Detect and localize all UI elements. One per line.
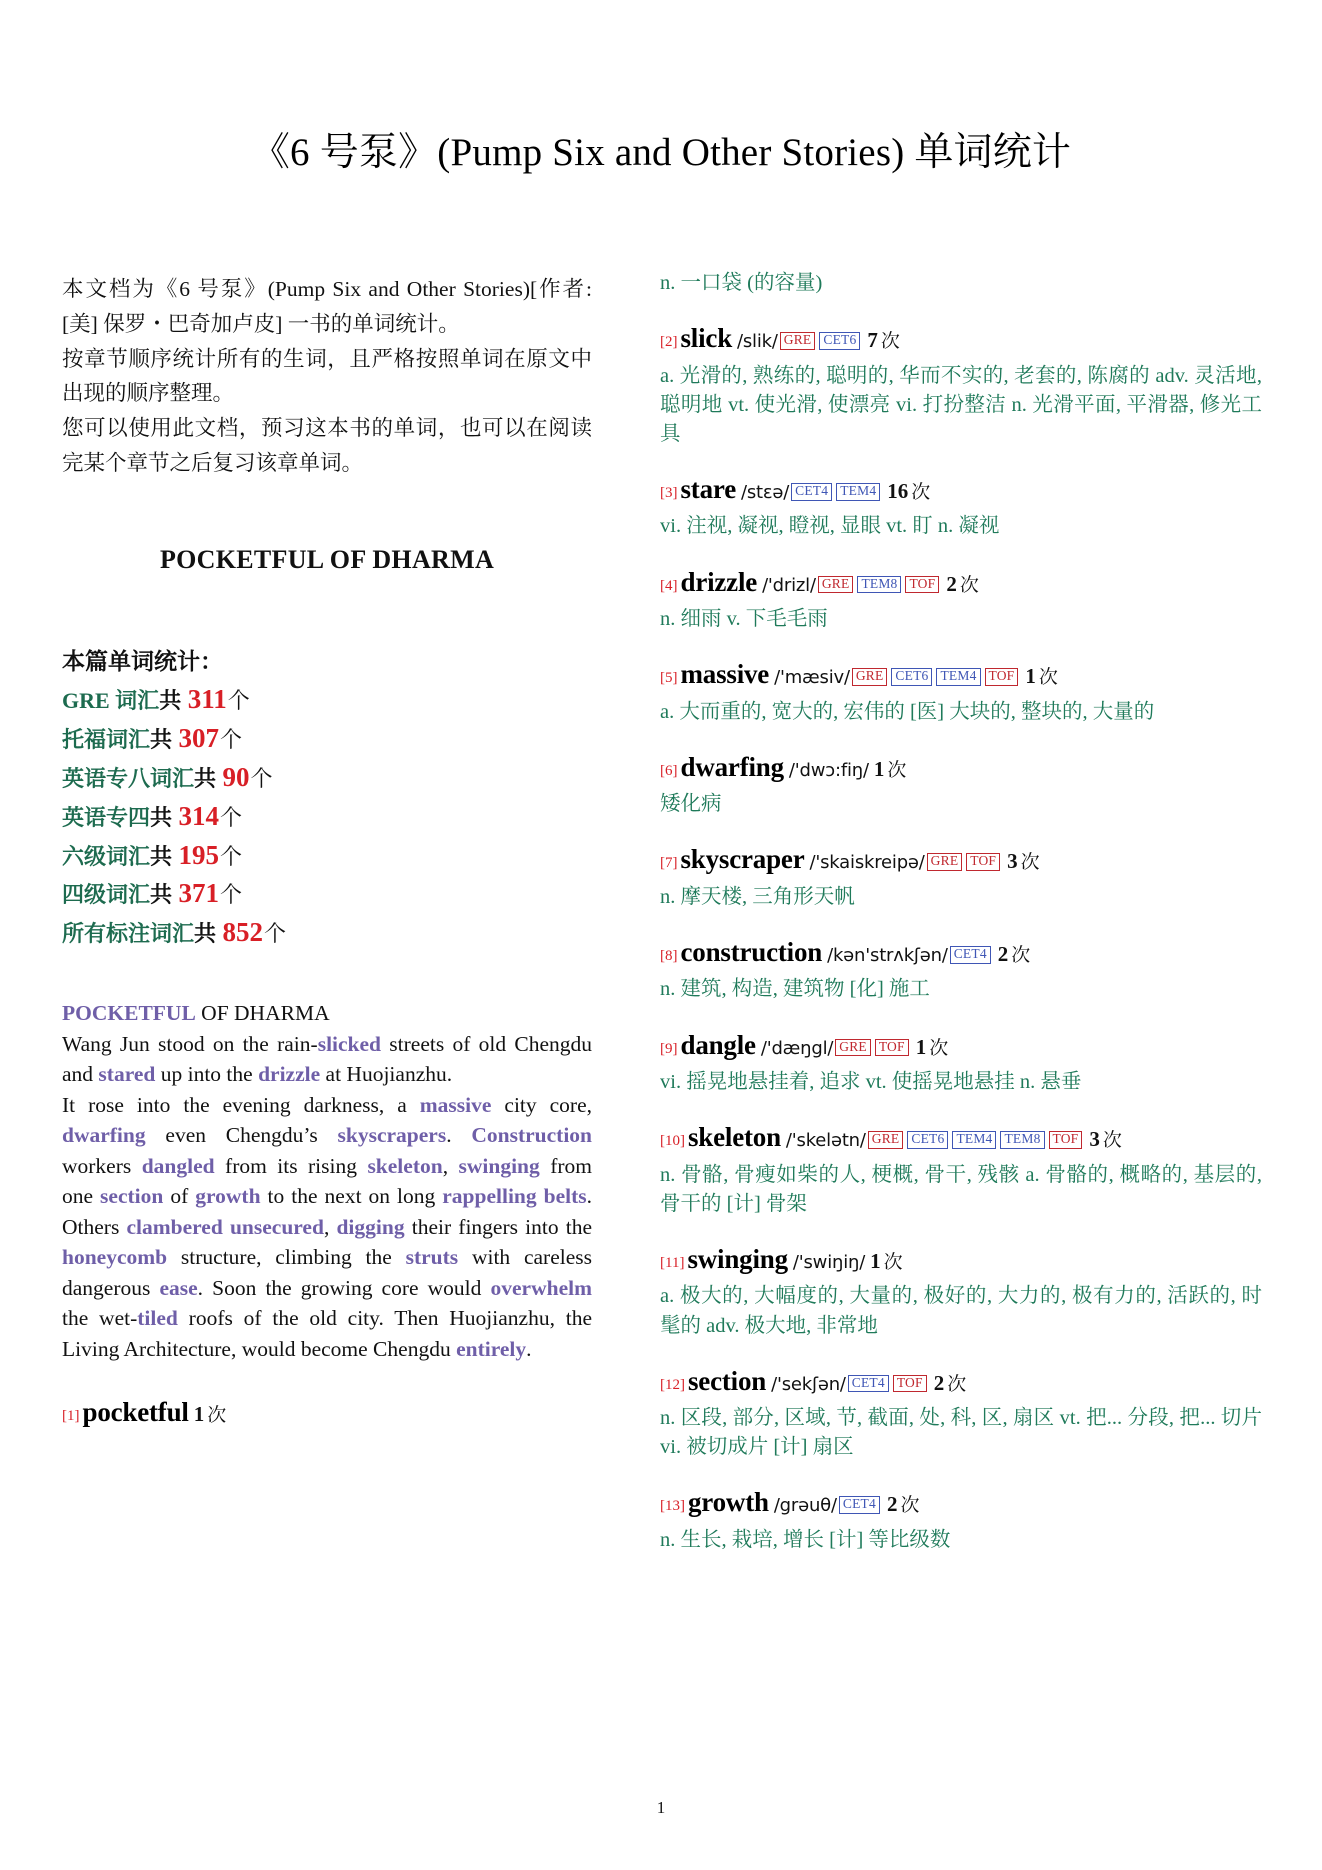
entry-index: [7] xyxy=(660,855,678,872)
entry-pronunciation: /kən'strʌkʃən/ xyxy=(827,944,948,966)
passage-vocab-word: tiled xyxy=(137,1306,178,1331)
entry-occurrence-unit: 次 xyxy=(959,574,979,596)
exam-tag-badge: CET6 xyxy=(907,1131,948,1149)
entry-definitions: n. 细雨 v. 下毛毛雨 xyxy=(660,608,828,631)
passage-plain-text: workers xyxy=(62,1153,142,1178)
statistics-row-connector: 共 xyxy=(150,726,178,752)
entry-pronunciation: /'sekʃən/ xyxy=(771,1373,846,1395)
exam-tag-badge: GRE xyxy=(852,668,888,686)
passage-plain-text: up into the xyxy=(155,1062,259,1087)
passage-vocab-word: growth xyxy=(195,1184,261,1209)
passage-vocab-word: drizzle xyxy=(258,1062,321,1087)
entry-pronunciation: /'mæsiv/ xyxy=(774,667,850,689)
entry-index: [10] xyxy=(660,1133,685,1150)
passage-plain-text: city core, xyxy=(491,1092,592,1117)
passage-vocab-word: swinging xyxy=(458,1153,540,1178)
exam-tag-badge: CET4 xyxy=(950,946,991,964)
exam-tag-badge: CET6 xyxy=(891,668,932,686)
exam-tag-badge: TEM8 xyxy=(1000,1131,1044,1149)
statistics-row-connector: 共 xyxy=(159,688,187,714)
passage-vocab-word: stared xyxy=(98,1062,156,1087)
passage-plain-text: . Others xyxy=(62,1184,592,1239)
entry-word[interactable]: swinging xyxy=(687,1243,788,1274)
entry-index: [1] xyxy=(62,1408,80,1425)
exam-tag-badge: TOF xyxy=(875,1039,909,1057)
statistics-row-count: 371 xyxy=(178,878,220,909)
statistics-row-unit: 个 xyxy=(264,921,287,947)
passage-vocab-word: slicked xyxy=(317,1031,382,1056)
dictionary-entry xyxy=(660,839,1262,912)
entry-definitions: n. 建筑, 构造, 建筑物 [化] 施工 xyxy=(660,978,930,1001)
entry-pronunciation: /stɛə/ xyxy=(740,481,790,503)
dictionary-entry xyxy=(660,269,1262,298)
passage-vocab-word: Construction xyxy=(471,1123,593,1148)
passage-plain-text: of xyxy=(163,1184,196,1209)
intro-line-1: 本文档为《6 号泵》(Pump Six and Other Stories)[作者: [美] 保罗・巴奇加卢皮] 一书的单词统计。 xyxy=(62,277,592,336)
statistics-row-connector: 共 xyxy=(194,921,222,947)
exam-tag-badge: TOF xyxy=(905,576,939,594)
entry-pronunciation: /'drizl/ xyxy=(762,574,816,596)
exam-tag-badge: GRE xyxy=(868,1131,904,1149)
exam-tag-badge: TOF xyxy=(966,853,1000,871)
entry-index: [8] xyxy=(660,947,678,964)
entry-occurrence-unit: 次 xyxy=(207,1405,227,1427)
entry-occurrence-count: 16 xyxy=(887,478,909,503)
statistics-row xyxy=(62,797,592,836)
statistics-row xyxy=(62,913,592,952)
statistics-row-connector: 共 xyxy=(150,843,178,869)
statistics-row-connector: 共 xyxy=(194,765,222,791)
passage-vocab-word: struts xyxy=(405,1245,459,1270)
entry-index: [6] xyxy=(660,762,678,779)
passage-heading xyxy=(62,998,592,1029)
passage-plain-text: structure, climbing the xyxy=(167,1245,406,1270)
entry-headline xyxy=(660,654,1262,695)
entry-definitions: n. 生长, 栽培, 增长 [计] 等比级数 xyxy=(660,1528,951,1551)
passage-plain-text: to the next on long xyxy=(260,1184,443,1209)
entry-index: [5] xyxy=(660,670,678,687)
entry-word[interactable]: skeleton xyxy=(688,1122,781,1153)
statistics-row-count: 195 xyxy=(178,839,220,870)
dictionary-entry xyxy=(660,654,1262,727)
entry-index: [11] xyxy=(660,1254,685,1271)
entry-word[interactable]: dwarfing xyxy=(680,751,784,782)
exam-tag-badge: TEM4 xyxy=(836,483,880,501)
entry-index: [2] xyxy=(660,334,678,351)
entry-headline xyxy=(660,1239,1262,1280)
passage-vocab-word: skeleton xyxy=(367,1153,443,1178)
passage-heading-highlight: POCKETFUL xyxy=(62,1001,196,1026)
passage-vocab-word: massive xyxy=(419,1092,492,1117)
passage-plain-text: . Soon the growing core would xyxy=(197,1275,491,1300)
statistics-row-unit: 个 xyxy=(220,804,243,830)
dictionary-entry xyxy=(660,1482,1262,1555)
entry-occurrence-count: 3 xyxy=(1007,849,1018,874)
entry-occurrence-count: 1 xyxy=(873,756,885,781)
passage-plain-text: roofs of the old city. Then Huojianzhu, the Living Architecture, would become Chengdu xyxy=(62,1306,592,1361)
chapter-heading: POCKETFUL OF DHARMA xyxy=(159,544,495,574)
statistics-row-label: 所有标注词汇 xyxy=(62,921,195,947)
entry-occurrence-unit: 次 xyxy=(947,1373,967,1395)
passage-plain-text: their fingers into the xyxy=(404,1214,592,1239)
statistics-row-unit: 个 xyxy=(227,688,250,714)
entry-word[interactable]: growth xyxy=(688,1487,769,1518)
statistics-row-count: 307 xyxy=(178,722,220,753)
entry-word[interactable]: section xyxy=(688,1365,767,1396)
entry-headline xyxy=(660,1482,1262,1523)
statistics-row-label: GRE 词汇 xyxy=(62,688,160,714)
entry-pronunciation: /'dwɔ:fiŋ/ xyxy=(788,759,869,781)
entry-headline xyxy=(660,562,1262,603)
exam-tag-badge: CET6 xyxy=(819,332,860,350)
passage-plain-text: , xyxy=(323,1214,337,1239)
entry-occurrence-count: 2 xyxy=(946,571,957,596)
passage-plain-text: from its rising xyxy=(214,1153,368,1178)
entry-headline xyxy=(660,318,1262,359)
entry-occurrence-count: 2 xyxy=(997,941,1009,966)
entry-headline xyxy=(660,839,1262,880)
entry-headline xyxy=(62,1392,592,1433)
dictionary-entry xyxy=(660,932,1262,1005)
entry-occurrence-unit: 次 xyxy=(887,759,907,781)
entry-occurrence-count: 1 xyxy=(915,1034,927,1059)
entry-occurrence-count: 1 xyxy=(870,1248,881,1273)
passage-heading-rest: OF DHARMA xyxy=(195,1001,330,1026)
entry-word[interactable]: drizzle xyxy=(680,566,758,597)
exam-tag-badge: CET4 xyxy=(839,1496,880,1514)
statistics-row-label: 四级词汇 xyxy=(62,882,151,908)
entry-pronunciation: /grəuθ/ xyxy=(773,1495,837,1517)
exam-tag-badge: TOF xyxy=(1049,1131,1083,1149)
statistics-title: 本篇单词统计： xyxy=(62,648,223,674)
passage-plain-text: , xyxy=(442,1153,459,1178)
statistics-row xyxy=(62,874,592,913)
dictionary-entry xyxy=(62,1392,592,1433)
exam-tag-badge: GRE xyxy=(818,576,854,594)
entry-word[interactable]: massive xyxy=(680,659,770,690)
entry-definitions: n. 摩天楼, 三角形天帆 xyxy=(660,885,855,908)
left-entry-list xyxy=(62,1392,592,1433)
entry-pronunciation: /slik/ xyxy=(737,331,778,353)
statistics-row xyxy=(62,719,592,758)
statistics-row-label: 英语专四 xyxy=(62,804,151,830)
passage-vocab-word: dwarfing xyxy=(62,1123,146,1148)
entry-occurrence-unit: 次 xyxy=(1038,667,1058,689)
intro-block xyxy=(62,272,592,481)
passage-plain-text: at Huojianzhu. xyxy=(320,1062,453,1087)
exam-tag-badge: TEM4 xyxy=(936,668,980,686)
entry-occurrence-count: 2 xyxy=(886,1492,898,1517)
statistics-block xyxy=(62,645,592,952)
statistics-row-unit: 个 xyxy=(250,765,273,791)
exam-tag-badge: TOF xyxy=(893,1375,927,1393)
passage-vocab-word: honeycomb xyxy=(62,1245,168,1270)
entry-occurrence-count: 1 xyxy=(1025,664,1036,689)
entry-occurrence-unit: 次 xyxy=(929,1037,949,1059)
entry-pronunciation: /'skelətn/ xyxy=(785,1130,866,1152)
entry-definitions: a. 极大的, 大幅度的, 大量的, 极好的, 大力的, 极有力的, 活跃的, 时髦的 adv. 极大地, 非常地 xyxy=(660,1285,1262,1337)
dictionary-entry xyxy=(660,469,1262,542)
entry-headline xyxy=(660,1117,1262,1158)
passage-vocab-word: entirely xyxy=(456,1336,527,1361)
statistics-row xyxy=(62,680,592,719)
exam-tag-badge: TEM8 xyxy=(857,576,901,594)
left-column xyxy=(0,272,640,1575)
entry-occurrence-count: 7 xyxy=(867,328,878,353)
entry-index: [12] xyxy=(660,1376,685,1393)
exam-tag-badge: GRE xyxy=(927,853,963,871)
dictionary-entry xyxy=(660,1361,1262,1463)
entry-definitions: a. 光滑的, 熟练的, 聪明的, 华而不实的, 老套的, 陈腐的 adv. 灵活地, 聪明地 vt. 使光滑, 使漂亮 vi. 打扮整洁 n. 光滑平面, 平滑器, 修光工具 xyxy=(660,364,1262,445)
dictionary-entry xyxy=(660,1117,1262,1219)
statistics-row-count: 314 xyxy=(178,800,220,831)
entry-index: [4] xyxy=(660,577,678,594)
entry-headline xyxy=(660,469,1262,510)
entry-definitions: n. 骨骼, 骨瘦如柴的人, 梗概, 骨干, 残骸 a. 骨骼的, 概略的, 基层的, 骨干的 [计] 骨架 xyxy=(660,1163,1262,1215)
dictionary-entry xyxy=(660,1025,1262,1098)
dictionary-entry xyxy=(660,318,1262,449)
passage-plain-text: . xyxy=(446,1123,472,1148)
dictionary-entry xyxy=(660,562,1262,635)
statistics-row-unit: 个 xyxy=(220,843,243,869)
entry-definitions: 矮化病 xyxy=(660,793,722,816)
entry-word[interactable]: pocketful xyxy=(82,1397,189,1428)
entry-pronunciation: /'dæŋgl/ xyxy=(760,1037,834,1059)
statistics-row-count: 311 xyxy=(187,684,227,715)
passage-block xyxy=(62,998,592,1364)
entry-word[interactable]: skyscraper xyxy=(680,844,805,875)
passage-plain-text: the wet- xyxy=(62,1306,138,1331)
intro-line-2: 按章节顺序统计所有的生词，且严格按照单词在原文中出现的顺序整理。 xyxy=(62,346,592,406)
passage-vocab-word: ease xyxy=(159,1275,198,1300)
entry-index: [13] xyxy=(660,1498,685,1515)
dictionary-entry xyxy=(660,1239,1262,1341)
statistics-row-unit: 个 xyxy=(220,726,243,752)
entry-occurrence-count: 1 xyxy=(193,1402,205,1427)
entry-occurrence-unit: 次 xyxy=(883,1251,903,1273)
exam-tag-badge: GRE xyxy=(835,1039,871,1057)
two-column-body xyxy=(0,272,1322,1575)
passage-plain-text: Wang Jun stood on the rain- xyxy=(62,1031,318,1056)
entry-definitions: vi. 摇晃地悬挂着, 追求 vt. 使摇晃地悬挂 n. 悬垂 xyxy=(660,1071,1082,1094)
statistics-row-unit: 个 xyxy=(220,882,243,908)
statistics-row-count: 90 xyxy=(222,761,250,792)
passage-vocab-word: overwhelm xyxy=(490,1275,592,1300)
exam-tag-badge: TEM4 xyxy=(952,1131,996,1149)
entry-occurrence-unit: 次 xyxy=(900,1495,920,1517)
entry-occurrence-unit: 次 xyxy=(1011,944,1031,966)
entry-occurrence-unit: 次 xyxy=(1020,852,1040,874)
passage-plain-text: with careless dangerous xyxy=(62,1245,593,1300)
passage-plain-text: from one xyxy=(62,1153,592,1209)
statistics-row-label: 六级词汇 xyxy=(62,843,151,869)
entry-occurrence-count: 2 xyxy=(933,1370,945,1395)
passage-plain-text: streets of old Chengdu and xyxy=(62,1031,592,1087)
intro-line-3: 您可以使用此文档，预习这本书的单词，也可以在阅读完某个章节之后复习该章单词。 xyxy=(62,416,592,476)
exam-tag-badge: TOF xyxy=(985,668,1019,686)
entry-word[interactable]: stare xyxy=(680,473,736,504)
passage-plain-text: . xyxy=(526,1336,532,1361)
entry-definitions: a. 大而重的, 宽大的, 宏伟的 [医] 大块的, 整块的, 大量的 xyxy=(660,700,1155,723)
entry-headline xyxy=(660,932,1262,973)
statistics-row xyxy=(62,836,592,875)
dictionary-entry xyxy=(660,747,1262,820)
passage-vocab-word: digging xyxy=(336,1214,405,1239)
statistics-row-connector: 共 xyxy=(150,804,178,830)
entry-occurrence-unit: 次 xyxy=(1102,1130,1122,1152)
entry-word[interactable]: slick xyxy=(680,323,733,354)
entry-word[interactable]: construction xyxy=(680,936,823,967)
entry-pronunciation: /'swiŋiŋ/ xyxy=(792,1251,866,1273)
passage-vocab-word: rappelling belts xyxy=(442,1184,587,1209)
passage-vocab-word: skyscrapers xyxy=(337,1123,447,1148)
passage-plain-text: It rose into the evening darkness, a xyxy=(62,1092,420,1117)
entry-headline xyxy=(660,1361,1262,1402)
exam-tag-badge: CET4 xyxy=(791,483,832,501)
entry-definitions: n. 区段, 部分, 区域, 节, 截面, 处, 科, 区, 扇区 vt. 把... 分段, 把... 切片 vi. 被切成片 [计] 扇区 xyxy=(660,1407,1262,1459)
entry-occurrence-unit: 次 xyxy=(911,481,931,503)
page-number: 1 xyxy=(656,1798,666,1817)
entry-occurrence-count: 3 xyxy=(1089,1127,1100,1152)
entry-definitions: n. 一口袋 (的容量) xyxy=(660,272,823,294)
right-column xyxy=(640,272,1322,1575)
right-entry-list xyxy=(660,269,1262,1555)
statistics-row-connector: 共 xyxy=(150,882,178,908)
statistics-row-count: 852 xyxy=(222,917,264,948)
statistics-row xyxy=(62,758,592,797)
passage-vocab-word: dangled xyxy=(141,1153,215,1178)
passage-text xyxy=(62,1029,592,1365)
entry-index: [9] xyxy=(660,1040,678,1057)
exam-tag-badge: CET4 xyxy=(848,1375,889,1393)
statistics-row-label: 英语专八词汇 xyxy=(62,765,195,791)
entry-headline xyxy=(660,747,1262,788)
page-title: 《6 号泵》(Pump Six and Other Stories) 单词统计 xyxy=(250,131,1072,174)
statistics-row-label: 托福词汇 xyxy=(62,726,151,752)
entry-pronunciation: /'skaiskreipə/ xyxy=(809,852,925,874)
statistics-rows xyxy=(62,680,592,952)
entry-occurrence-unit: 次 xyxy=(880,331,900,353)
passage-vocab-word: clambered unsecured xyxy=(126,1214,324,1239)
entry-definitions: vi. 注视, 凝视, 瞪视, 显眼 vt. 盯 n. 凝视 xyxy=(660,515,1000,538)
entry-word[interactable]: dangle xyxy=(680,1029,756,1060)
entry-headline xyxy=(660,1025,1262,1066)
passage-vocab-word: section xyxy=(100,1184,164,1209)
exam-tag-badge: GRE xyxy=(780,332,816,350)
passage-plain-text: even Chengdu’s xyxy=(145,1123,338,1148)
entry-index: [3] xyxy=(660,484,678,501)
